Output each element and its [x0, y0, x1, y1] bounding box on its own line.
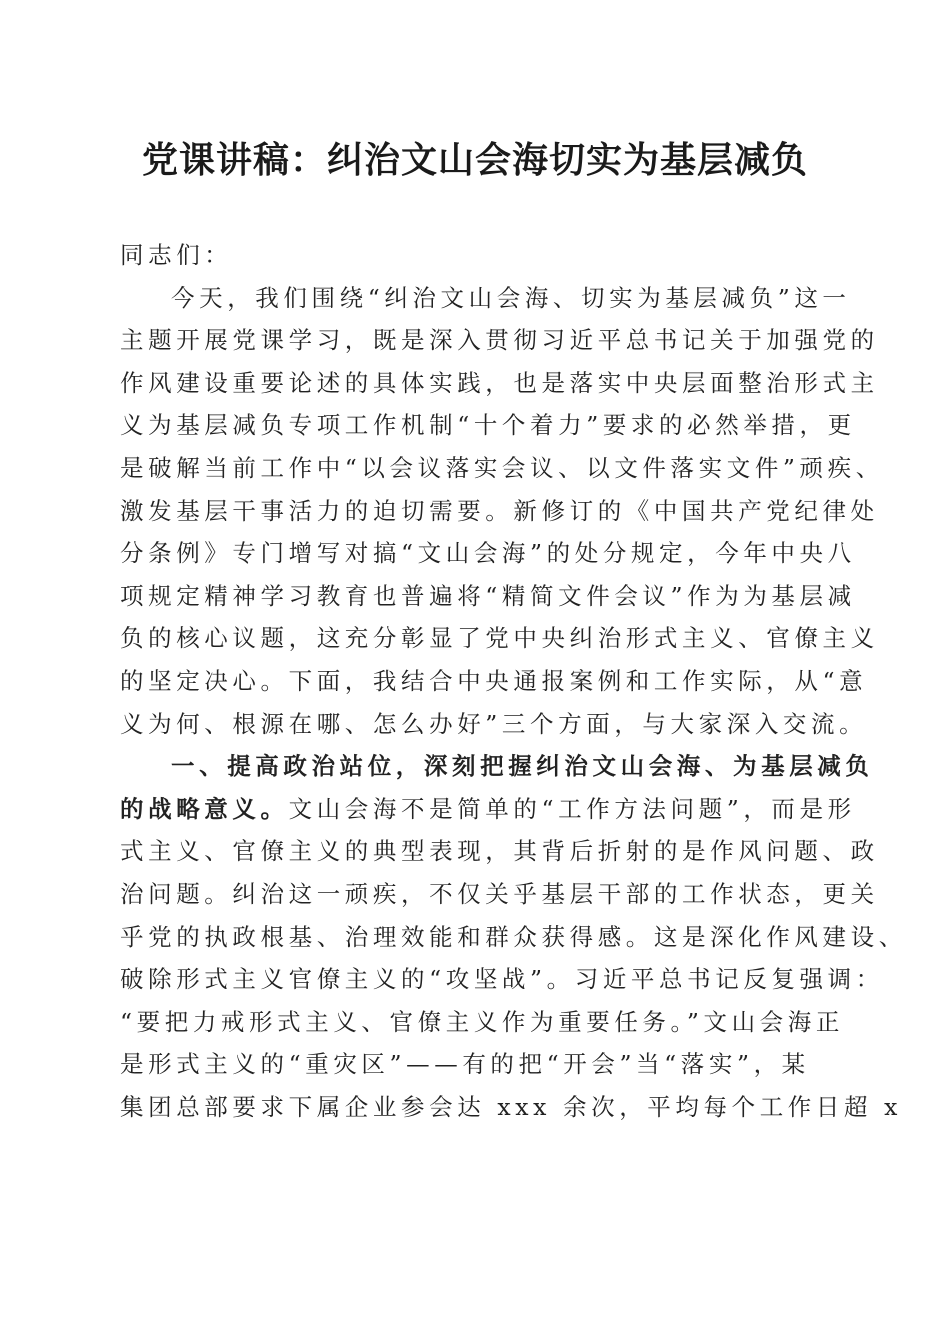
paragraph-line: 式主义、官僚主义的典型表现，其背后折射的是作风问题、政 [120, 837, 879, 866]
paragraph-line: 主题开展党课学习，既是深入贯彻习近平总书记关于加强党的 [120, 326, 879, 355]
section-heading: 一、提高政治站位，深刻把握纠治文山会海、为基层减负 [171, 752, 874, 781]
paragraph-line: 是形式主义的“重灾区”——有的把“开会”当“落实”，某 [120, 1050, 810, 1079]
paragraph-line: 义为何、根源在哪、怎么办好”三个方面，与大家深入交流。 [120, 709, 868, 738]
paragraph-line: 的坚定决心。下面，我结合中央通报案例和工作实际，从“意 [120, 666, 868, 695]
paragraph-line: 负的核心议题，这充分彰显了党中央纠治形式主义、官僚主义 [120, 624, 879, 653]
paragraph-line: 义为基层减负专项工作机制“十个着力”要求的必然举措，更 [120, 411, 856, 440]
section-heading-continuation [120, 788, 856, 831]
document-body [120, 234, 907, 1128]
section-heading-tail: 的战略意义。 [120, 794, 289, 823]
document-title: 党课讲稿：纠治文山会海切实为基层减负 [141, 139, 808, 181]
paragraph-line: 集团总部要求下属企业参会达 xxx 余次，平均每个工作日超 x [120, 1092, 903, 1121]
section-text: 文山会海不是简单的“工作方法问题”，而是形 [288, 794, 856, 823]
salutation: 同志们： [120, 241, 233, 269]
paragraph-line: 破除形式主义官僚主义的“攻坚战”。习近平总书记反复强调： [120, 965, 884, 994]
paragraph-line: 分条例》专门增写对搞“文山会海”的处分规定，今年中央八 [120, 539, 856, 568]
paragraph-line: 激发基层干事活力的迫切需要。新修订的《中国共产党纪律处 [120, 496, 879, 525]
paragraph-line: 今天，我们围绕“纠治文山会海、切实为基层减负”这一 [171, 283, 851, 312]
paragraph-line: “要把力戒形式主义、官僚主义作为重要任务。”文山会海正 [120, 1007, 844, 1036]
paragraph-line: 治问题。纠治这一顽疾，不仅关乎基层干部的工作状态，更关 [120, 879, 879, 908]
paragraph-line: 作风建设重要论述的具体实践，也是落实中央层面整治形式主 [120, 368, 879, 397]
paragraph-line: 乎党的执政根基、治理效能和群众获得感。这是深化作风建设、 [120, 922, 907, 951]
paragraph-line: 项规定精神学习教育也普遍将“精简文件会议”作为为基层减 [120, 581, 856, 610]
paragraph-line: 是破解当前工作中“以会议落实会议、以文件落实文件”顽疾、 [120, 453, 884, 482]
